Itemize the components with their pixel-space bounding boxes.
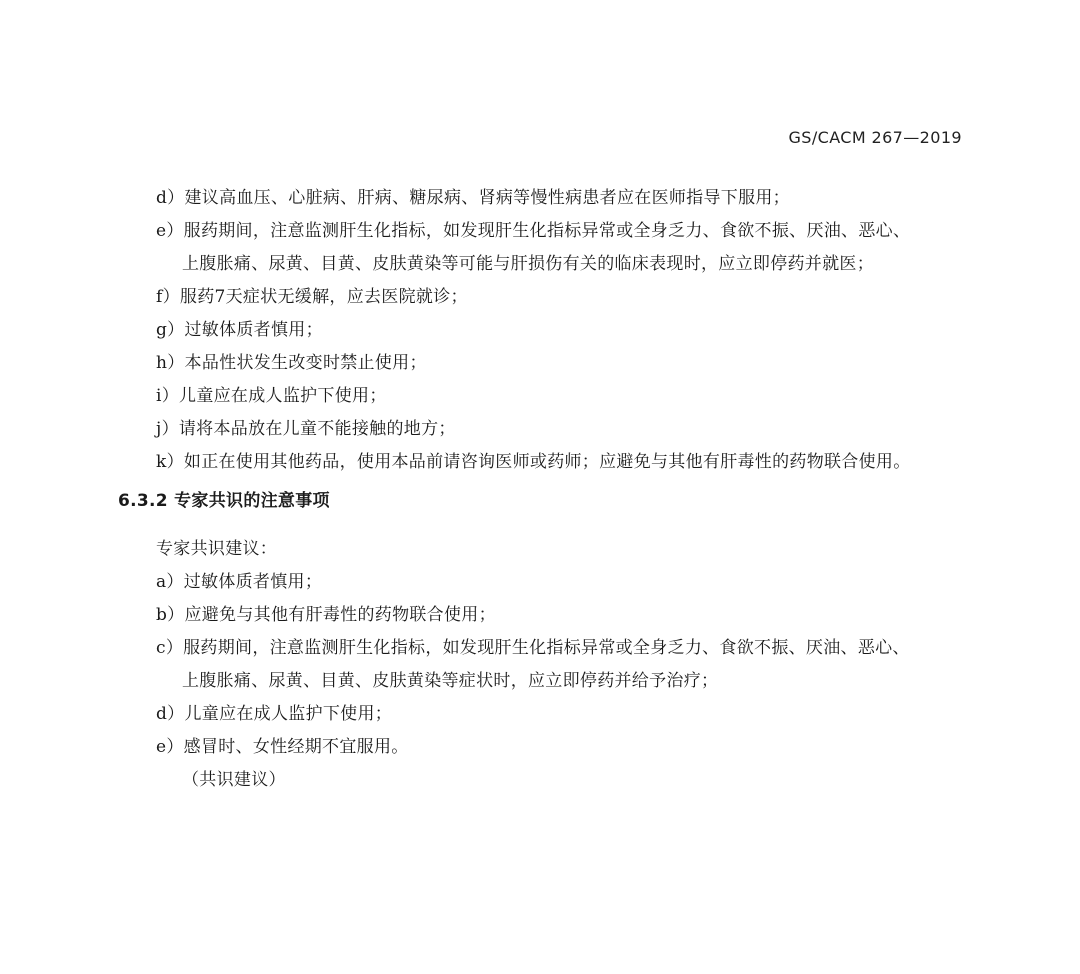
section-heading: 6.3.2 专家共识的注意事项 bbox=[118, 491, 330, 511]
list-item-e: e）服药期间，注意监测肝生化指标，如发现肝生化指标异常或全身乏力、食欲不振、厌油、恶心、 bbox=[156, 221, 911, 241]
consensus-item-c: c）服药期间，注意监测肝生化指标，如发现肝生化指标异常或全身乏力、食欲不振、厌油、恶心、 bbox=[156, 638, 910, 658]
consensus-item-e: e）感冒时、女性经期不宜服用。 bbox=[156, 737, 409, 757]
consensus-note: （共识建议） bbox=[182, 770, 286, 790]
consensus-item-b: b）应避免与其他有肝毒性的药物联合使用； bbox=[156, 605, 496, 625]
list-item-g: g）过敏体质者慎用； bbox=[156, 320, 323, 340]
section-intro: 专家共识建议： bbox=[156, 539, 278, 559]
list-item-d: d）建议高血压、心脏病、肝病、糖尿病、肾病等慢性病患者应在医师指导下服用； bbox=[156, 188, 790, 208]
list-item-e-continued: 上腹胀痛、尿黄、目黄、皮肤黄染等可能与肝损伤有关的临床表现时，应立即停药并就医； bbox=[182, 254, 874, 274]
consensus-item-d: d）儿童应在成人监护下使用； bbox=[156, 704, 393, 724]
list-item-j: j）请将本品放在儿童不能接触的地方； bbox=[156, 419, 456, 439]
consensus-item-c-continued: 上腹胀痛、尿黄、目黄、皮肤黄染等症状时，应立即停药并给予治疗； bbox=[182, 671, 719, 691]
list-item-h: h）本品性状发生改变时禁止使用； bbox=[156, 353, 427, 373]
consensus-item-a: a）过敏体质者慎用； bbox=[156, 572, 323, 592]
list-item-i: i）儿童应在成人监护下使用； bbox=[156, 386, 387, 406]
list-item-f: f）服药7天症状无缓解，应去医院就诊； bbox=[156, 287, 468, 307]
list-item-k: k）如正在使用其他药品，使用本品前请咨询医师或药师；应避免与其他有肝毒性的药物联合使用。 bbox=[156, 452, 911, 472]
document-code: GS/CACM 267—2019 bbox=[788, 128, 962, 147]
